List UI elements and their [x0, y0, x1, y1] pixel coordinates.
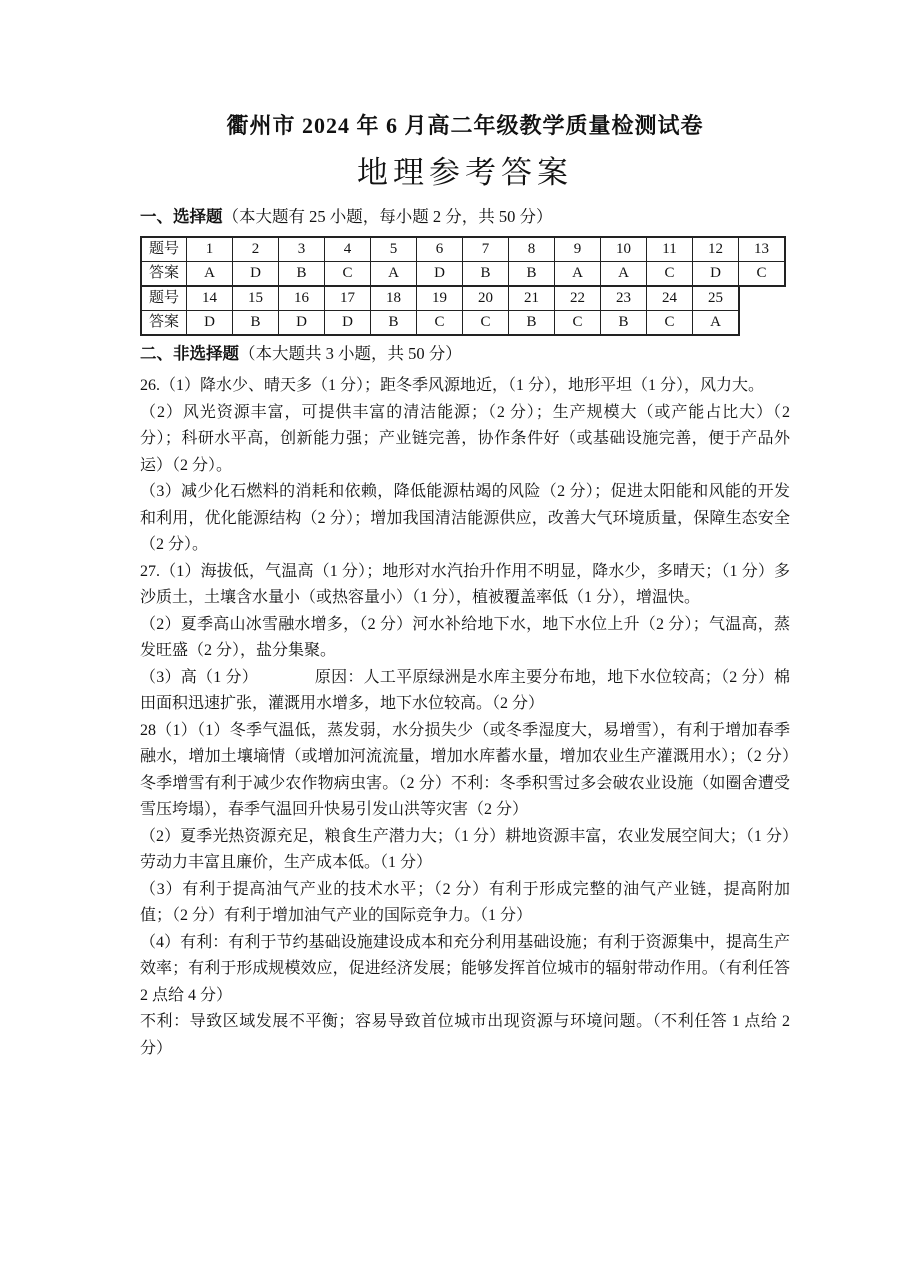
answer-paragraph: （2）夏季光热资源充足，粮食生产潜力大；（1 分）耕地资源丰富，农业发展空间大；（1 分）劳动力丰富且廉价，生产成本低。（1 分） — [140, 827, 790, 871]
answer-letter-cell: C — [555, 311, 601, 336]
answer-letter-cell: B — [601, 311, 647, 336]
row-label-cell: 答案 — [141, 262, 187, 287]
answer-letter-cell: A — [693, 311, 740, 336]
table-row — [141, 262, 785, 287]
answer-table — [140, 236, 786, 287]
answer-letter-cell: B — [509, 311, 555, 336]
row-label-cell: 答案 — [141, 311, 187, 336]
answer-paragraph: （2）风光资源丰富，可提供丰富的清洁能源；（2 分）；生产规模大（或产能占比大）（2 分）；科研水平高，创新能力强；产业链完善，协作条件好（或基础设施完善，便于产品外运）（2 分）。 — [140, 403, 794, 474]
question-number-cell: 3 — [279, 237, 325, 262]
section-choice-description: （本大题有 25 小题，每小题 2 分，共 50 分） — [222, 207, 553, 226]
answer-paragraph: 26.（1）降水少、晴天多（1 分）；距冬季风源地近，（1 分），地形平坦（1 分），风力大。 — [140, 377, 765, 394]
question-number-cell: 14 — [187, 286, 233, 311]
question-number-cell: 1 — [187, 237, 233, 262]
section-nonchoice-heading — [140, 341, 790, 367]
answer-letter-cell: D — [279, 311, 325, 336]
answer-letter-cell: D — [693, 262, 739, 287]
document-subtitle: 地理参考答案 — [357, 155, 573, 190]
question-number-cell: 11 — [647, 237, 693, 262]
answer-letter-cell: C — [647, 311, 693, 336]
question-number-cell: 25 — [693, 286, 740, 311]
question-number-cell: 19 — [417, 286, 463, 311]
section-choice-label: 一、选择题 — [140, 207, 223, 226]
answer-letter-cell: A — [187, 262, 233, 287]
question-number-cell: 9 — [555, 237, 601, 262]
question-number-cell: 23 — [601, 286, 647, 311]
answer-letter-cell: C — [417, 311, 463, 336]
answer-paragraph: （2）夏季高山冰雪融水增多，（2 分）河水补给地下水，地下水位上升（2 分）；气温高，蒸发旺盛（2 分），盐分集聚。 — [140, 615, 790, 659]
section-choice-heading — [140, 204, 790, 230]
answer-table — [140, 285, 740, 336]
section-nonchoice-description: （本大题共 3 小题，共 50 分） — [239, 344, 462, 363]
answer-letter-cell: B — [509, 262, 555, 287]
answer-paragraph: 28（1）（1）冬季气温低，蒸发弱，水分损失少（或冬季湿度大，易增雪），有利于增加春季融水，增加土壤墒情（或增加河流流量，增加水库蓄水量，增加农业生产灌溉用水）；（2 分）冬季增雪有利于减少农作物病虫害。（2 分）不利：冬季积雪过多会破农业设施（如圈舍遭受雪压垮塌），春季气温回升快易引发山洪等灾害（2 分） — [140, 721, 790, 818]
table-row — [141, 237, 785, 262]
answer-letter-cell: A — [601, 262, 647, 287]
question-number-cell: 24 — [647, 286, 693, 311]
question-number-cell: 4 — [325, 237, 371, 262]
question-number-cell: 18 — [371, 286, 417, 311]
question-number-cell: 7 — [463, 237, 509, 262]
question-number-cell: 12 — [693, 237, 739, 262]
answer-letter-cell: C — [739, 262, 786, 287]
answer-letter-cell: C — [325, 262, 371, 287]
question-number-cell: 10 — [601, 237, 647, 262]
answer-paragraph: （3）减少化石燃料的消耗和依赖，降低能源枯竭的风险（2 分）；促进太阳能和风能的开发和利用，优化能源结构（2 分）；增加我国清洁能源供应，改善大气环境质量，保障生态安全（2 分）。 — [140, 483, 790, 553]
question-number-cell: 15 — [233, 286, 279, 311]
answer-paragraph: （4）有利：有利于节约基础设施建设成本和充分利用基础设施；有利于资源集中，提高生产效率；有利于形成规模效应，促进经济发展；能够发挥首位城市的辐射带动作用。（有利任答 2 点给 4 分） — [140, 933, 794, 1004]
question-number-cell: 22 — [555, 286, 601, 311]
answers-block — [140, 373, 794, 1062]
answer-letter-cell: C — [463, 311, 509, 336]
answer-table-block — [140, 236, 790, 336]
question-number-cell: 6 — [417, 237, 463, 262]
answer-letter-cell: A — [555, 262, 601, 287]
row-label-cell: 题号 — [141, 286, 187, 311]
answer-letter-cell: C — [647, 262, 693, 287]
answer-paragraph: 27.（1）海拔低，气温高（1 分）；地形对水汽抬升作用不明显，降水少，多晴天；（1 分）多沙质土，土壤含水量小（或热容量小）（1 分），植被覆盖率低（1 分），增温快。 — [140, 562, 790, 606]
section-nonchoice-label: 二、非选择题 — [140, 344, 239, 363]
table-row — [141, 286, 739, 311]
question-number-cell: 2 — [233, 237, 279, 262]
answer-paragraph: （3）有利于提高油气产业的技术水平；（2 分）有利于形成完整的油气产业链，提高附加值；（2 分）有利于增加油气产业的国际竞争力。（1 分） — [140, 880, 790, 924]
question-number-cell: 5 — [371, 237, 417, 262]
question-number-cell: 8 — [509, 237, 555, 262]
row-label-cell: 题号 — [141, 237, 187, 262]
question-number-cell: 16 — [279, 286, 325, 311]
answer-letter-cell: A — [371, 262, 417, 287]
document-title: 衢州市 2024 年 6 月高二年级教学质量检测试卷 — [226, 113, 704, 138]
answer-letter-cell: D — [325, 311, 371, 336]
answer-letter-cell: B — [371, 311, 417, 336]
question-number-cell: 13 — [739, 237, 786, 262]
answer-letter-cell: B — [233, 311, 279, 336]
answer-letter-cell: B — [279, 262, 325, 287]
question-number-cell: 21 — [509, 286, 555, 311]
answer-letter-cell: B — [463, 262, 509, 287]
answer-letter-cell: D — [417, 262, 463, 287]
answer-letter-cell: D — [187, 311, 233, 336]
answer-paragraph: 不利：导致区域发展不平衡；容易导致首位城市出现资源与环境问题。（不利任答 1 点给 2 分） — [140, 1013, 794, 1057]
table-row — [141, 311, 739, 336]
answer-paragraph: （3）高（1 分） 原因：人工平原绿洲是水库主要分布地，地下水位较高；（2 分）棉田面积迅速扩张，灌溉用水增多，地下水位较高。（2 分） — [140, 668, 790, 712]
question-number-cell: 20 — [463, 286, 509, 311]
answer-letter-cell: D — [233, 262, 279, 287]
question-number-cell: 17 — [325, 286, 371, 311]
